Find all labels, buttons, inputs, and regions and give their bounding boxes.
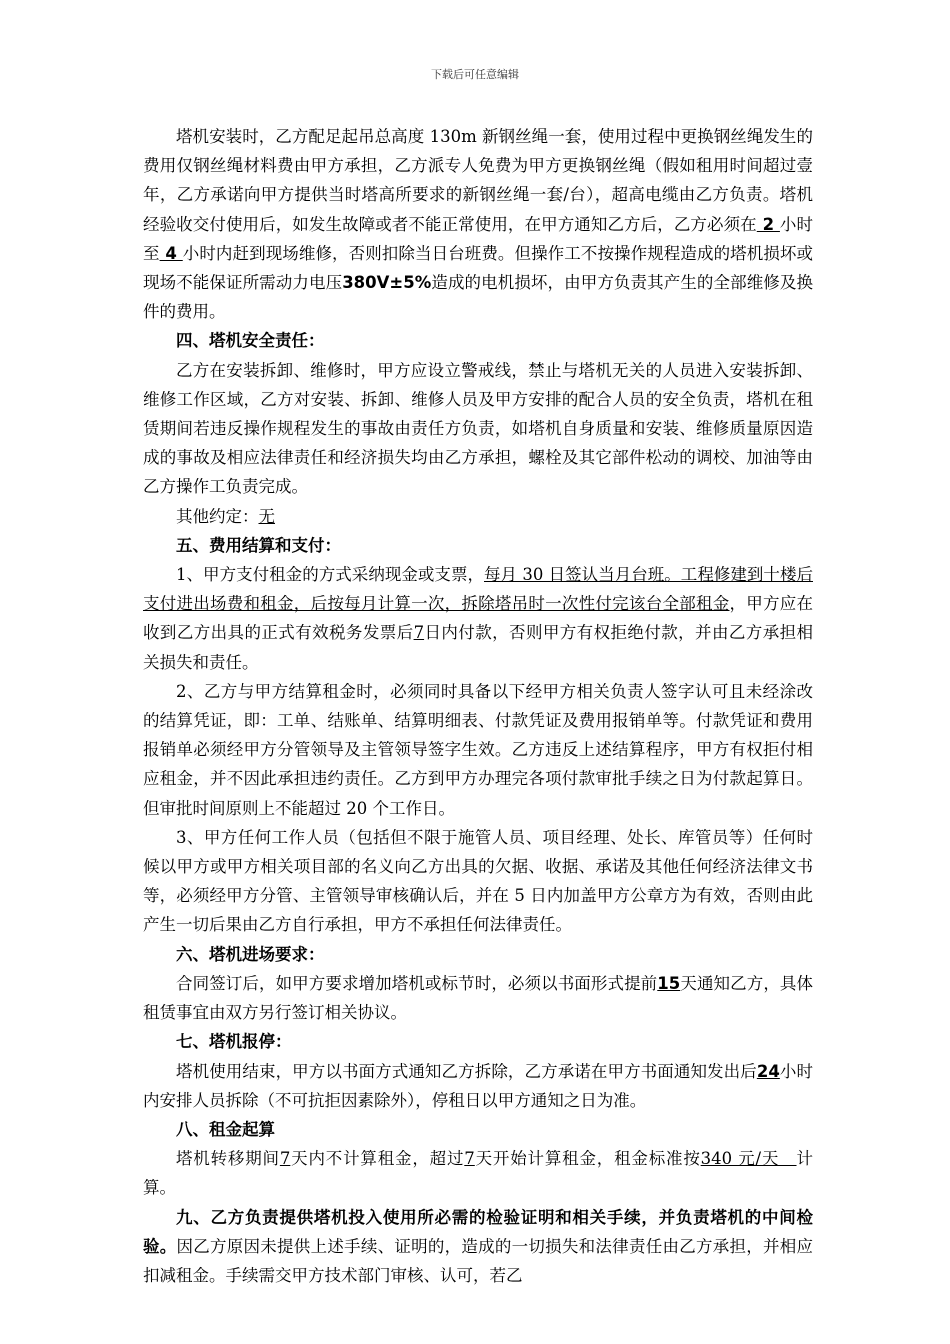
dismantle-hours: 24 xyxy=(756,1061,780,1081)
section-6-title: 六、塔机进场要求： xyxy=(176,944,325,964)
section-7-body xyxy=(143,1057,813,1115)
payment-schedule-text: 每月 30 日签认当月台班。工程修建到十楼后支付进出场费和租金，后按每月计算一次，拆除塔吊时一次性付完该台全部租金 xyxy=(143,565,813,614)
response-hours-min: 2 xyxy=(756,214,780,234)
voltage-spec: 380V±5% xyxy=(342,273,432,293)
section-8-body xyxy=(143,1144,813,1202)
section-4-title: 四、塔机安全责任： xyxy=(176,331,325,351)
section-6-text-a: 合同签订后，如甲方要求增加塔机或标节时，必须以书面形式提前 xyxy=(176,973,658,993)
section-5-item-2: 2、乙方与甲方结算租金时，必须同时具备以下经甲方相关负责人签字认可且未经涂改的结算凭证，即：工单、结账单、结算明细表、付款凭证及费用报销单等。付款凭证和费用报销单必须经甲方分管领导及主管领导签字生效。乙方违反上述结算程序，甲方有权拒付相应租金，并不因此承担违约责任。乙方到甲方办理完各项付款审批手续之日为付款起算日。但审批时间原则上不能超过 20 个工作日。 xyxy=(143,681,813,818)
installation-text-a: 塔机安装时，乙方配足起吊总高度 130m 新钢丝绳一套，使用过程中更换钢丝绳发生的费用仅钢丝绳材料费由甲方承担，乙方派专人免费为甲方更换钢丝绳（假如租用时间超过壹年，乙方承诺向甲方提供当时塔高所要求的新钢丝绳一套/台），超高电缆由乙方负责。塔机经验收交付使用后，如发生故障或者不能正常使用，在甲方通知乙方后，乙方必须在 xyxy=(143,127,813,234)
page-header: 下载后可任意编辑 xyxy=(431,68,519,81)
payment-method-text: 1、甲方支付租金的方式采纳现金或支票， xyxy=(176,565,484,585)
charge-start-days: 7 xyxy=(464,1149,475,1169)
section-9 xyxy=(143,1203,813,1291)
response-hours-max: 4 xyxy=(159,243,183,263)
section-5-title: 五、费用结算和支付： xyxy=(176,535,341,555)
invoice-text: ，甲方应在收到乙方出具的正式有效税务发票后 xyxy=(143,594,814,643)
document-body xyxy=(143,122,813,1290)
rent-rate: 340 元/天 xyxy=(700,1149,797,1169)
section-5-item-1 xyxy=(143,560,813,677)
section-6-body xyxy=(143,969,813,1027)
section-8-text-b: 天内不计算租金，超过 xyxy=(290,1149,465,1169)
payment-terms-text: 日内付款，否则甲方有权拒绝付款，并由乙方承担相关损失和责任。 xyxy=(143,623,814,672)
section-8-text-c: 天开始计算租金，租金标准按 xyxy=(474,1149,701,1169)
section-7-text-a: 塔机使用结束，甲方以书面方式通知乙方拆除，乙方承诺在甲方书面通知发出后 xyxy=(176,1061,757,1081)
notice-days: 15 xyxy=(657,973,681,993)
section-8-title: 八、租金起算 xyxy=(176,1119,275,1139)
free-days: 7 xyxy=(279,1149,291,1169)
section-9-body: 因乙方原因未提供上述手续、证明的，造成的一切损失和法律责任由乙方承担，并相应扣减租金。手续需交甲方技术部门审核、认可，若乙 xyxy=(143,1236,814,1285)
section-6-text-b: 天通知乙方，具体租赁事宜由双方另行签订相关协议。 xyxy=(143,973,814,1023)
other-agreement-value: 无 xyxy=(258,506,275,526)
section-8-text-a: 塔机转移期间 xyxy=(176,1149,280,1169)
section-8-text-d: 计算。 xyxy=(143,1149,814,1198)
installation-text-c: 小时内赶到现场维修，否则扣除当日台班费。但操作工不按操作规程造成的塔机损坏或现场不能保证所需动力电压 xyxy=(143,243,814,293)
section-7-text-b: 小时内安排人员拆除（不可抗拒因素除外），停租日以甲方通知之日为准。 xyxy=(143,1061,814,1110)
other-agreement-label: 其他约定： xyxy=(176,506,259,526)
section-9-title: 九、乙方负责提供塔机投入使用所必需的检验证明和相关手续，并负责塔机的中间检验。 xyxy=(143,1207,813,1256)
paragraph-installation xyxy=(143,122,813,326)
installation-text-d: 造成的电机损坏，由甲方负责其产生的全部维修及换件的费用。 xyxy=(143,273,814,322)
payment-days: 7 xyxy=(413,623,425,643)
section-5-item-3: 3、甲方任何工作人员（包括但不限于施管人员、项目经理、处长、库管员等）任何时候以甲方或甲方相关项目部的名义向乙方出具的欠据、收据、承诺及其他任何经济法律文书等，必须经甲方分管、主管领导审核确认后，并在 5 日内加盖甲方公章方为有效，否则由此产生一切后果由乙方自行承担，甲方不承担任何法律责任。 xyxy=(143,827,813,935)
other-agreement xyxy=(143,502,813,531)
section-4-body: 乙方在安装拆卸、维修时，甲方应设立警戒线，禁止与塔机无关的人员进入安装拆卸、维修工作区域，乙方对安装、拆卸、维修人员及甲方安排的配合人员的安全负责，塔机在租赁期间若违反操作规程发生的事故由责任方负责，如塔机自身质量和安装、维修质量原因造成的事故及相应法律责任和经济损失均由乙方承担，螺栓及其它部件松动的调校、加油等由乙方操作工负责完成。 xyxy=(143,360,813,497)
section-7-title: 七、塔机报停： xyxy=(176,1032,292,1052)
installation-text-b: 小时至 xyxy=(143,214,814,263)
